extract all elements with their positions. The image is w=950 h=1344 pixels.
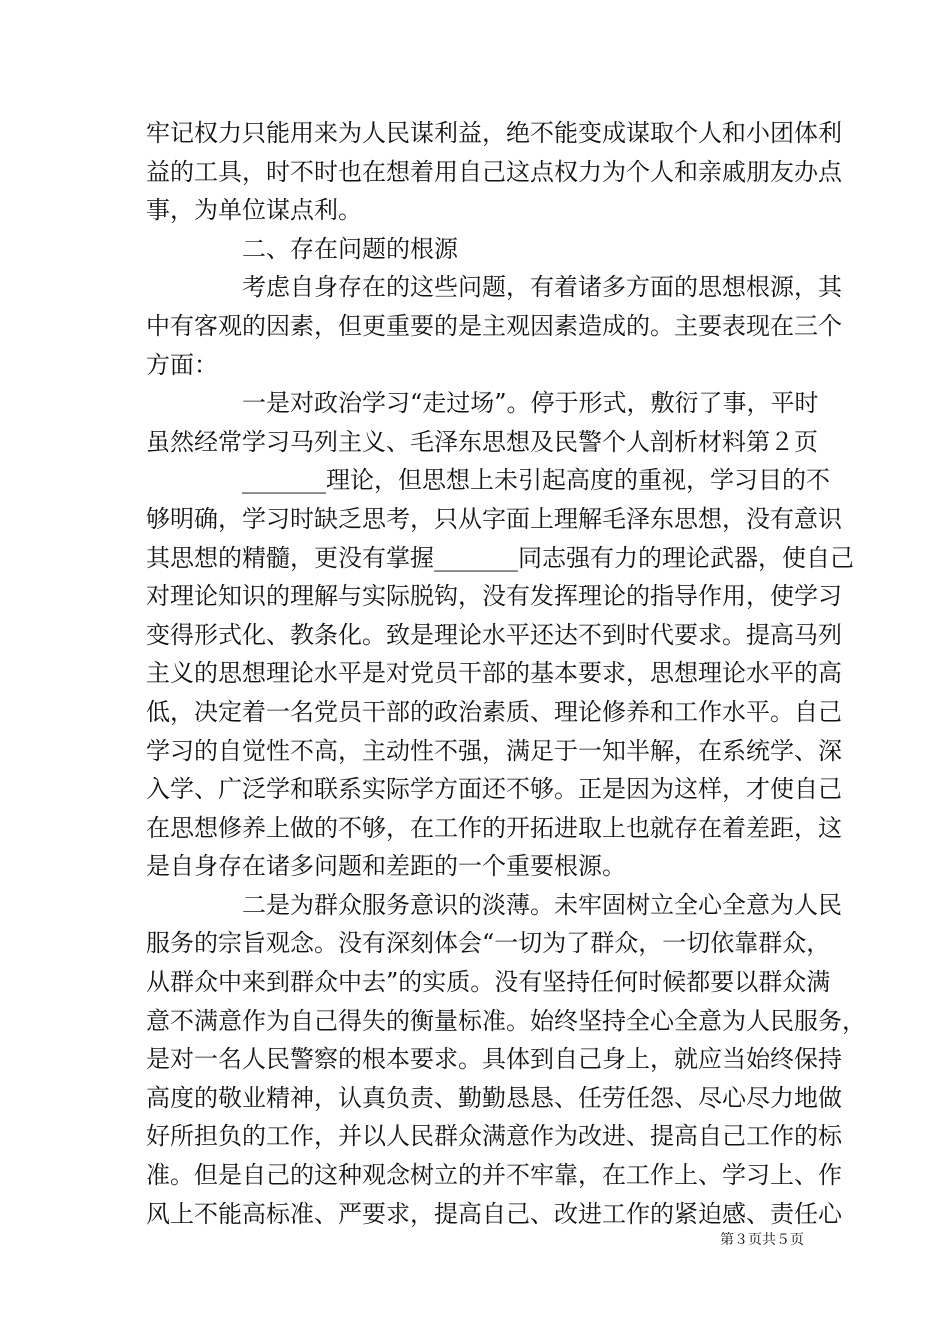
text-line: 一是对政治学习“走过场”。停于形式，敷衍了事，平时	[242, 389, 819, 418]
text-line: 准。但是自己的这种观念树立的并不牢靠，在工作上、学习上、作	[146, 1161, 842, 1190]
text-line: 对理论知识的理解与实际脱钩，没有发挥理论的指导作用，使学习	[146, 582, 842, 611]
text-line: 其思想的精髓，更没有掌握_______同志强有力的理论武器，使自己	[146, 543, 854, 572]
text-line: 是对一名人民警察的根本要求。具体到自己身上，就应当始终保持	[146, 1045, 842, 1074]
text-line: 够明确，学习时缺乏思考，只从字面上理解毛泽东思想，没有意识	[146, 504, 842, 533]
text-line: 牢记权力只能用来为人民谋利益，绝不能变成谋取个人和小团体利	[146, 119, 842, 147]
text-line: 二是为群众服务意识的淡薄。未牢固树立全心全意为人民	[242, 890, 842, 919]
text-line: 风上不能高标准、严要求，提高自己、改进工作的紧迫感、责任心	[146, 1199, 842, 1228]
text-line: 在思想修养上做的不够，在工作的开拓进取上也就存在着差距，这	[146, 813, 842, 842]
text-line: 考虑自身存在的这些问题，有着诸多方面的思想根源，其	[242, 273, 842, 302]
text-line: _______理论，但思想上未引起高度的重视，学习目的不	[242, 466, 830, 495]
text-line: 中有客观的因素，但更重要的是主观因素造成的。主要表现在三个	[146, 311, 842, 340]
text-line: 虽然经常学习马列主义、毛泽东思想及民警个人剖析材料第２页	[146, 427, 818, 456]
text-line: 高度的敬业精神，认真负责、勤勤恳恳、任劳任怨、尽心尽力地做	[146, 1083, 842, 1112]
text-line: 变得形式化、教条化。致是理论水平还达不到时代要求。提高马列	[146, 620, 842, 649]
text-line: 低，决定着一名党员干部的政治素质、理论修养和工作水平。自己	[146, 697, 842, 726]
text-line: 是自身存在诸多问题和差距的一个重要根源。	[146, 852, 626, 881]
section-heading: 二、存在问题的根源	[242, 234, 458, 263]
text-line: 益的工具，时不时也在想着用自己这点权力为个人和亲戚朋友办点	[146, 157, 842, 186]
text-line: 主义的思想理论水平是对党员干部的基本要求，思想理论水平的高	[146, 659, 842, 688]
text-line: 事，为单位谋点利。	[146, 196, 362, 225]
text-line: 好所担负的工作，并以人民群众满意作为改进、提高自己工作的标	[146, 1122, 842, 1151]
text-line: 从群众中来到群众中去”的实质。没有坚持任何时候都要以群众满	[146, 968, 831, 997]
text-line: 方面：	[146, 350, 218, 379]
text-line: 意不满意作为自己得失的衡量标准。始终坚持全心全意为人民服务，	[146, 1006, 866, 1035]
text-line: 学习的自觉性不高，主动性不强，满足于一知半解，在系统学、深	[146, 736, 842, 765]
body-text	[146, 114, 866, 1233]
page-number-footer: 第３页共５页	[720, 1232, 804, 1248]
text-line: 服务的宗旨观念。没有深刻体会“一切为了群众，一切依靠群众，	[146, 929, 831, 958]
text-line: 入学、广泛学和联系实际学方面还不够。正是因为这样，才使自己	[146, 775, 842, 804]
